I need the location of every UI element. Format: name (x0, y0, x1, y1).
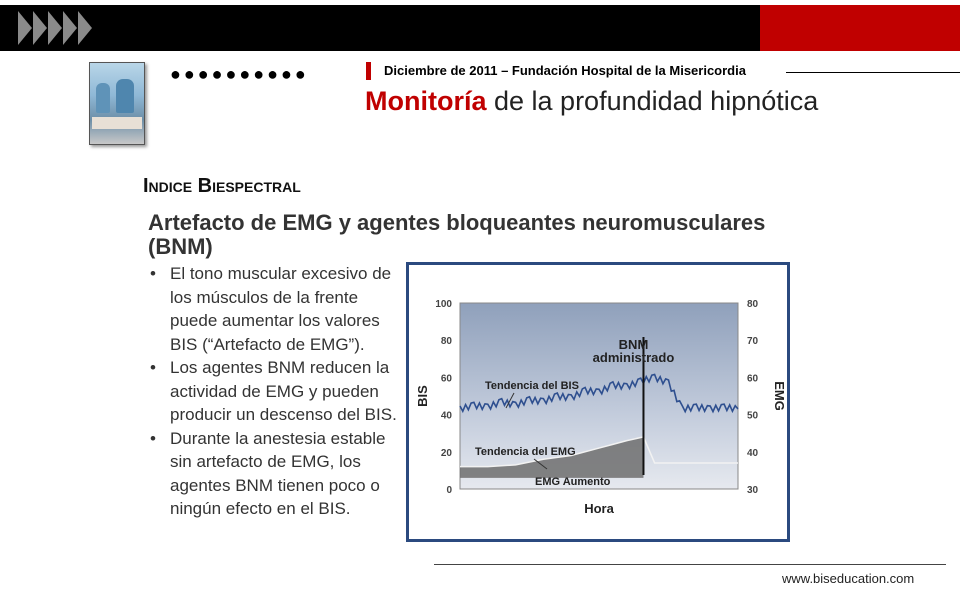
date-line: Diciembre de 2011 – Fundación Hospital de la Misericordia (384, 63, 746, 78)
bullet-item: • El tono muscular excesivo de los músculos de la frente puede aumentar los valores BIS (“Artefacto de EMG”). (150, 262, 402, 356)
bullet-item: • Durante la anestesia estable sin artefacto de EMG, los agentes BNM tienen poco o ningún efecto en el BIS. (150, 427, 402, 521)
section-title: Indice Biespectral (143, 175, 301, 197)
footer-rule (434, 564, 946, 565)
chevron-icon (78, 11, 92, 45)
emg-rise-label: EMG Aumento (535, 476, 611, 488)
red-accent-block (760, 5, 960, 51)
y-tick-right: 80 (747, 299, 759, 310)
emg-trend-label: Tendencia del EMG (475, 446, 576, 458)
chevron-icon (63, 11, 77, 45)
y-tick-right: 30 (747, 485, 759, 496)
header-rule (786, 72, 960, 73)
page-title (365, 86, 818, 117)
y-tick-left: 100 (435, 299, 452, 310)
y-tick-right: 50 (747, 410, 759, 422)
chart-svg (409, 265, 787, 539)
y-tick-left: 20 (440, 447, 452, 459)
y-tick-right: 70 (747, 336, 759, 348)
y-tick-left: 40 (440, 410, 452, 422)
bis-trend-label: Tendencia del BIS (485, 380, 579, 392)
surgery-photo-thumbnail (89, 62, 145, 145)
bullet-list (150, 262, 402, 521)
bnm-label: BNM (618, 337, 649, 352)
slide-heading: Artefacto de EMG y agentes bloqueantes neuromusculares (BNM) (148, 210, 766, 259)
decorative-dots: ●●●●●●●●●● (170, 64, 309, 84)
y-axis-label-left: BIS (415, 385, 430, 407)
y-tick-right: 40 (747, 447, 759, 459)
y-tick-left: 60 (440, 373, 452, 385)
y-tick-left: 80 (440, 336, 452, 348)
chevron-icon (18, 11, 32, 45)
chevron-icon (33, 11, 47, 45)
y-axis-label-right: EMG (772, 381, 787, 411)
bullet-item: • Los agentes BNM reducen la actividad de EMG y pueden producir un descenso del BIS. (150, 356, 402, 427)
bis-emg-chart (406, 262, 790, 542)
footer-url: www.biseducation.com (782, 571, 915, 586)
title-rest: de la profundidad hipnótica (486, 86, 819, 116)
x-axis-label: Hora (584, 501, 614, 516)
red-marker (366, 62, 371, 80)
top-banner (0, 5, 960, 51)
bnm-label-2: administrado (592, 350, 675, 365)
y-tick-right: 60 (747, 373, 759, 385)
y-tick-left: 0 (446, 485, 452, 496)
chevron-icon (48, 11, 62, 45)
title-highlight: Monitoría (365, 86, 487, 116)
